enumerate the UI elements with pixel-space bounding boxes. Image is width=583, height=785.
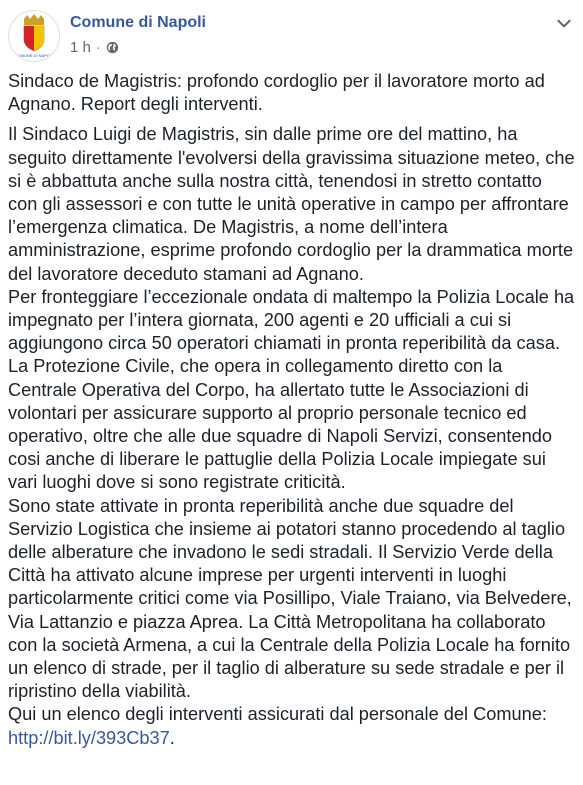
chevron-down-icon[interactable]	[555, 14, 573, 32]
coat-of-arms-icon	[9, 11, 59, 61]
meta-separator: ·	[95, 39, 101, 56]
post-paragraph-1: Il Sindaco Luigi de Magistris, sin dalle prime ore del mattino, ha seguito direttamente l'evolversi della gravissima situazione meteo, che si è abbattuta anche sulla nostra città, tenendosi in stretto contatto con gli assessori e con tutte le unità operative in campo per affrontare l’emergenza climatica. De Magistris, a nome dell’intera amministrazione, esprime profondo cordoglio per la drammatica morte del lavoratore deceduto stamani ad Agnano.	[8, 124, 575, 284]
post-paragraph-4: Qui un elenco degli interventi assicurati dal personale del Comune:	[8, 704, 547, 725]
bitly-link[interactable]: http://bit.ly/393Cb37	[8, 727, 170, 748]
page-name-link[interactable]: Comune di Napoli	[70, 14, 206, 31]
page-avatar[interactable]	[8, 10, 60, 62]
post-paragraph-3: Sono state attivate in pronta reperibilità anche due squadre del Servizio Logistica che insieme ai potatori stanno procedendo al taglio delle alberature che invadono le sedi stradali. Il Servizio Verde della Città ha attivato alcune imprese per urgenti interventi in luoghi particolarmente critici come via Posillipo, Viale Traiano, via Belvedere, Via Lattanzio e piazza Aprea. La Città Metropolitana ha collaborato con la società Armena, a cui la Centrale della Polizia Locale ha fornito un elenco di strade, per il taglio di alberature su sede stradale e per il ripristino della viabilità.	[8, 495, 572, 702]
svg-text:COMUNE DI NAPOLI: COMUNE DI NAPOLI	[14, 53, 54, 58]
globe-icon[interactable]	[106, 41, 119, 54]
post-time[interactable]: 1 h	[70, 39, 91, 56]
post-meta	[70, 39, 119, 56]
post-headline: Sindaco de Magistris: profondo cordoglio per il lavoratore morto ad Agnano. Report degli interventi.	[8, 71, 545, 115]
post-link-line	[8, 727, 575, 750]
link-suffix: .	[169, 727, 175, 748]
post-header	[8, 8, 575, 64]
post-text	[8, 70, 575, 750]
post-paragraph-2: Per fronteggiare l’eccezionale ondata di maltempo la Polizia Locale ha impegnato per l’intera giornata, 200 agenti e 20 ufficiali a cui si aggiungono circa 50 operatori chiamati in pronta reperibilità da casa. La Protezione Civile, che opera in collegamento diretto con la Centrale Operativa del Corpo, ha allertato tutte le Associazioni di volontari per assicurare supporto al proprio personale tecnico ed operativo, oltre che alle due squadre di Napoli Servizi, consentendo cosi anche di liberare le pattuglie della Polizia Locale impiegate sui vari luoghi dove si sono registrate criticità.	[8, 286, 575, 493]
